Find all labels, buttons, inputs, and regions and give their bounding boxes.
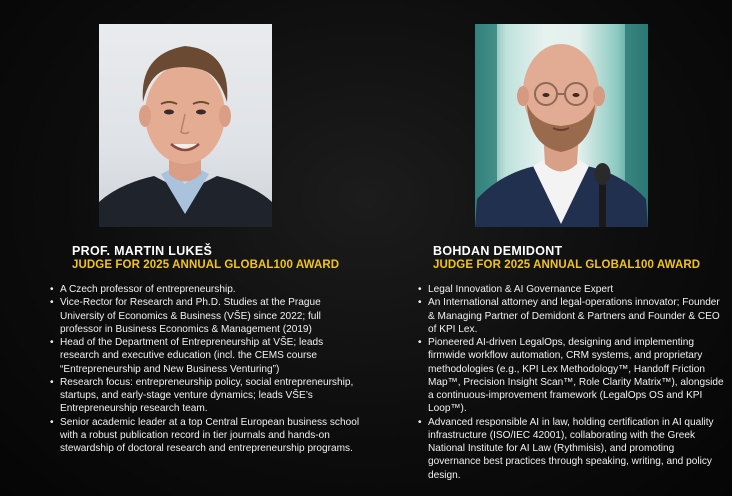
bio-bullet: • Pioneered AI-driven LegalOps, designing and implementing firmwide workflow automation, CRM systems, and proprietary methodologies (e.g., KPI Lex Methodology™, Handoff Friction Map™, Precision Insight Scan™, Role Clarity Matrix™), alongside a continuous-improvement framework (LegalOps OS and KPI Loop™). [417,336,729,416]
bio-bullet: • Research focus: entrepreneurship policy, social entrepreneurship, startups, and early-stage venture dynamics; leads VŠE’s Entrepreneurship research team. [49,376,365,416]
bio-bullet: • Vice-Rector for Research and Ph.D. Studies at the Prague University of Economics & Business (VŠE) since 2022; full professor in Business Economics & Management (2019) [49,296,365,336]
bio-bullet: • Advanced responsible AI in law, holding certification in AI quality infrastructure (ISO/IEC 42001), collaborating with the Greek National Institute for AI Law (Rythmisis), and promoting governance best practices through speaking, writing, and policy design. [417,416,729,482]
portrait-illustration [99,24,272,227]
judge-photo-martin-lukes [99,24,272,227]
judge-bio-list [417,283,729,482]
judge-title: JUDGE FOR 2025 ANNUAL GLOBAL100 AWARD [433,259,701,271]
bio-bullet: • Legal Innovation & AI Governance Expert [417,283,729,296]
judge-bio-list [49,283,365,455]
judge-title: JUDGE FOR 2025 ANNUAL GLOBAL100 AWARD [72,259,340,271]
bio-bullet: • Head of the Department of Entrepreneurship at VŠE; leads research and executive education (incl. the CEMS course “Entrepreneurship and New Business Venturing”) [49,336,365,376]
judge-name: PROF. MARTIN LUKEŠ [72,244,213,258]
bio-bullet: • A Czech professor of entrepreneurship. [49,283,365,296]
bio-bullet: • An International attorney and legal-operations innovator; Founder & Managing Partner of Demidont & Partners and Founder & CEO of KPI Lex. [417,296,729,336]
judge-name: BOHDAN DEMIDONT [433,244,563,258]
bio-bullet: • Senior academic leader at a top Central European business school with a robust publication record in tier journals and hands-on stewardship of doctoral research and entrepreneurship programs. [49,416,365,456]
judge-photo-bohdan-demidont [475,24,648,227]
portrait-illustration [475,24,648,227]
